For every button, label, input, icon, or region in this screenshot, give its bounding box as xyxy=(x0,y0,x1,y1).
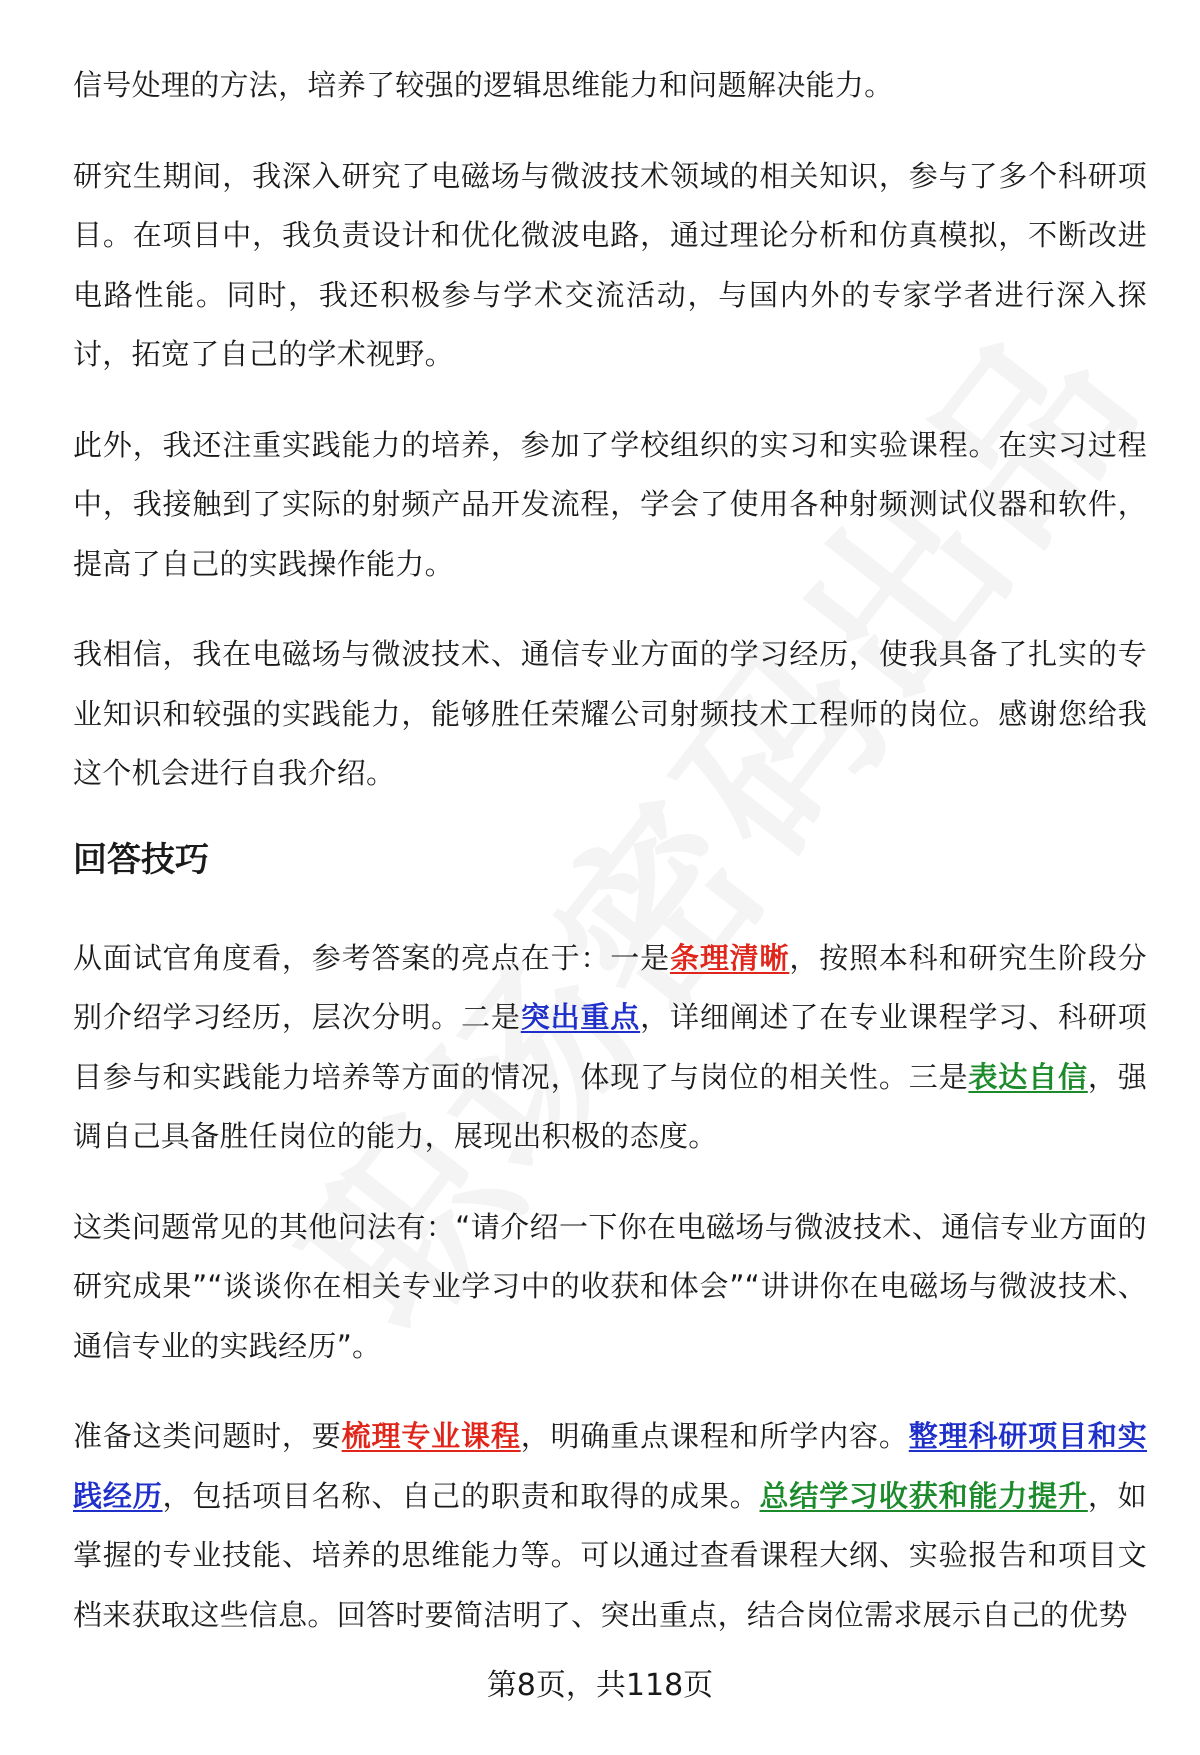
tip-text: ，按照本科和研究生阶段分别介绍学习经历，层次分明。二是 xyxy=(73,940,1148,1034)
highlight-organize-projects: 整理科研项目和实践经历 xyxy=(73,1419,1148,1513)
tip-text: 准备这类问题时，要 xyxy=(73,1419,342,1453)
tip-text: ，详细阐述了在专业课程学习、科研项目参与和实践能力培养等方面的情况，体现了与岗位的相关性。三是 xyxy=(73,1000,1147,1094)
paragraph-study-methods: 信号处理的方法，培养了较强的逻辑思维能力和问题解决能力。 xyxy=(73,68,894,102)
highlight-summarize-gains: 总结学习收获和能力提升 xyxy=(759,1478,1088,1513)
tip-text: ，如掌握的专业技能、培养的思维能力等。可以通过查看课程大纲、实验报告和项目文档来获取这些信息。回答时要简洁明了、突出重点，结合岗位需求展示自己的优势 xyxy=(73,1478,1147,1632)
tip-text: 从面试官角度看，参考答案的亮点在于：一是 xyxy=(73,940,670,975)
paragraph-conclusion: 我相信，我在电磁场与微波技术、通信专业方面的学习经历，使我具备了扎实的专业知识和较强的实践能力，能够胜任荣耀公司射频技术工程师的岗位。感谢您给我这个机会进行自我介绍。 xyxy=(73,637,1147,790)
tip-text: ，包括项目名称、自己的职责和取得的成果。 xyxy=(162,1478,760,1513)
page-number-footer: 第8页，共118页 xyxy=(486,1668,714,1703)
paragraph-graduate-research: 研究生期间，我深入研究了电磁场与微波技术领域的相关知识，参与了多个科研项目。在项目中，我负责设计和优化微波电路，通过理论分析和仿真模拟，不断改进电路性能。同时，我还积极参与学术交流活动，与国内外的专家学者进行深入探讨，拓宽了自己的学术视野。 xyxy=(73,158,1147,371)
tip-text: ，明确重点课程和所学内容。 xyxy=(520,1419,909,1453)
tip-paragraph-preparation xyxy=(73,1407,1147,1645)
highlight-confidence: 表达自信 xyxy=(968,1059,1088,1094)
highlight-clear-structure: 条理清晰 xyxy=(669,940,790,975)
highlight-key-points: 突出重点 xyxy=(520,1000,641,1034)
tip-paragraph-other-questions: 这类问题常见的其他问法有：“请介绍一下你在电磁场与微波技术、通信专业方面的研究成果”“谈谈你在相关专业学习中的收获和体会”“讲讲你在电磁场与微波技术、通信专业的实践经历”。 xyxy=(73,1209,1147,1363)
tip-paragraph-highlights xyxy=(73,929,1147,1167)
document-content xyxy=(73,56,1147,1676)
paragraph-practice: 此外，我还注重实践能力的培养，参加了学校组织的实习和实验课程。在实习过程中，我接触到了实际的射频产品开发流程，学会了使用各种射频测试仪器和软件，提高了自己的实践操作能力。 xyxy=(73,427,1147,581)
section-heading-answer-tips: 回答技巧 xyxy=(73,839,209,880)
highlight-sort-courses: 梳理专业课程 xyxy=(341,1419,521,1453)
tip-text: ，强调自己具备胜任岗位的能力，展现出积极的态度。 xyxy=(73,1059,1147,1153)
